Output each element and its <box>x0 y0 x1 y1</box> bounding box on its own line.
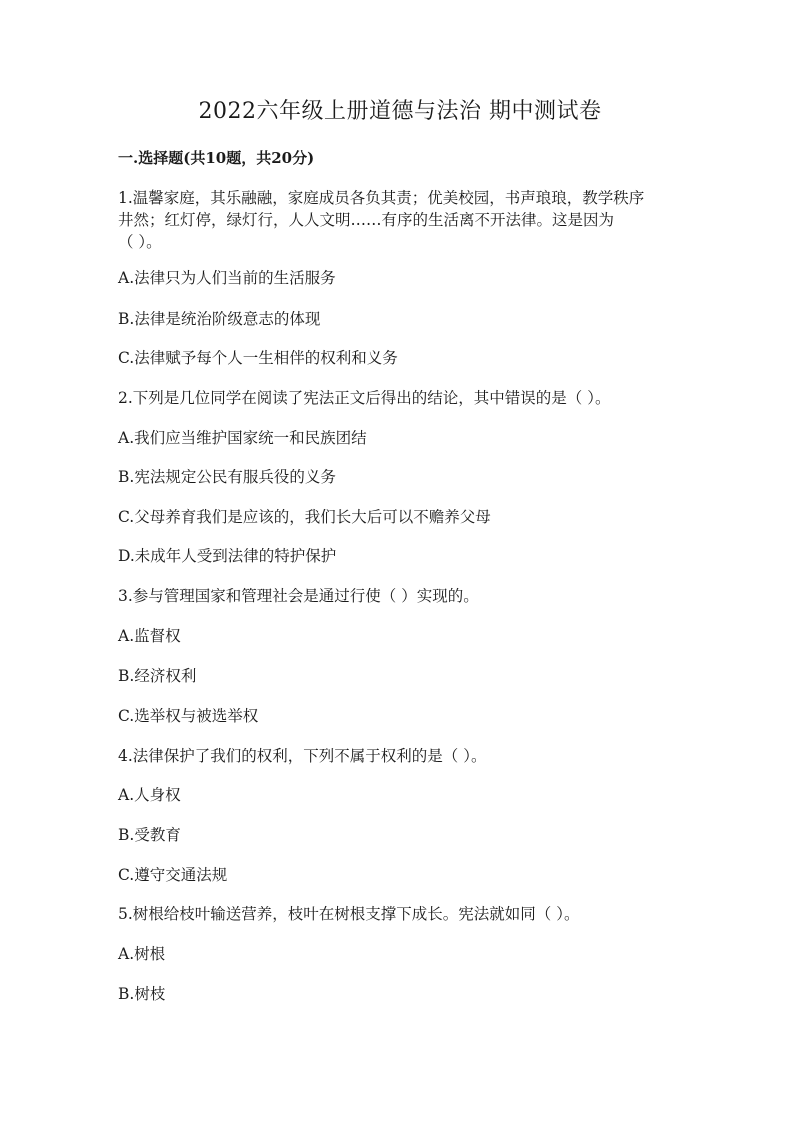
page-title: 2022六年级上册道德与法治 期中测试卷 <box>198 99 602 124</box>
question-1-option-a: A.法律只为人们当前的生活服务 <box>118 269 336 287</box>
question-5-stem: 5.树根给枝叶输送营养，枝叶在树根支撑下成长。宪法就如同（ ）。 <box>118 905 580 923</box>
question-3-option-b: B.经济权利 <box>118 667 197 685</box>
question-2-option-a: A.我们应当维护国家统一和民族团结 <box>118 429 367 447</box>
question-1-line-1: 1.温馨家庭，其乐融融，家庭成员各负其责；优美校园，书声琅琅，教学秩序 <box>118 189 645 207</box>
question-1-option-b: B.法律是统治阶级意志的体现 <box>118 310 321 328</box>
question-5-option-a: A.树根 <box>118 945 166 963</box>
question-4-stem: 4.法律保护了我们的权利，下列不属于权利的是（ ）。 <box>118 747 487 765</box>
question-1-line-2: 井然；红灯停，绿灯行，人人文明……有序的生活离不开法律。这是因为 <box>118 211 615 229</box>
question-5-option-b: B.树枝 <box>118 985 166 1003</box>
question-2-option-b: B.宪法规定公民有服兵役的义务 <box>118 468 336 486</box>
question-2-option-c: C.父母养育我们是应该的，我们长大后可以不赡养父母 <box>118 508 491 526</box>
question-3-option-a: A.监督权 <box>118 627 181 645</box>
question-1-line-3: （ ）。 <box>118 233 162 251</box>
question-4-option-a: A.人身权 <box>118 786 181 804</box>
question-4-option-b: B.受教育 <box>118 826 181 844</box>
section-heading: 一.选择题(共10题，共20分) <box>118 149 315 167</box>
question-3-stem: 3.参与管理国家和管理社会是通过行使（ ）实现的。 <box>118 587 479 605</box>
question-2-stem: 2.下列是几位同学在阅读了宪法正文后得出的结论，其中错误的是（ ）。 <box>118 389 611 407</box>
question-4-option-c: C.遵守交通法规 <box>118 866 228 884</box>
question-1-option-c: C.法律赋予每个人一生相伴的权利和义务 <box>118 349 398 367</box>
question-3-option-c: C.选举权与被选举权 <box>118 707 259 725</box>
question-2-option-d: D.未成年人受到法律的特护保护 <box>118 547 337 565</box>
